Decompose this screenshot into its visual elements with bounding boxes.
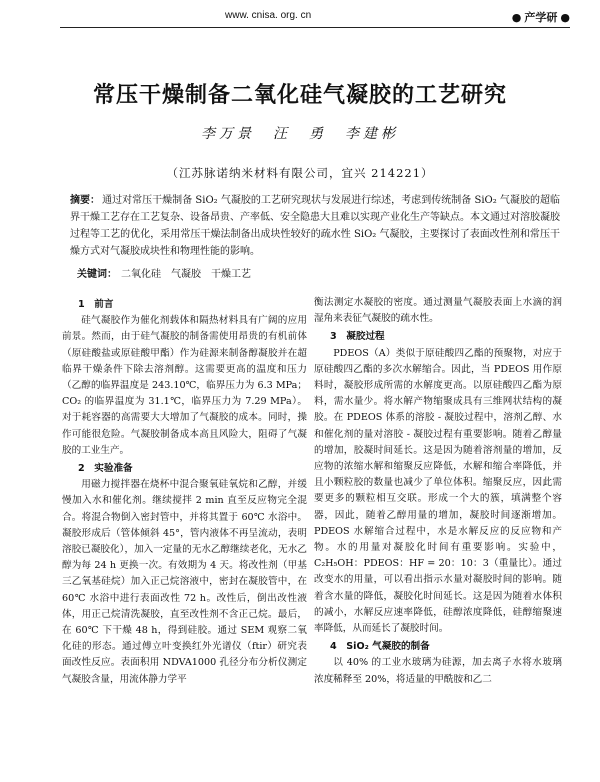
author-list: 李万景 汪 勇 李建彬 (201, 126, 399, 142)
section-heading-experiment: 2 实验准备 (78, 463, 133, 475)
paragraph-continued: 衡法测定水凝胶的密度。通过测量气凝胶表面上水滴的润湿角来表征气凝胶的疏水性。 (314, 297, 562, 325)
keywords-text: 二氧化硅 气凝胶 干燥工艺 (121, 269, 251, 280)
keywords (77, 265, 560, 280)
journal-website: www. cnisa. org. cn (225, 10, 312, 21)
right-column (314, 295, 562, 688)
section-heading-gelation: 3 凝胶过程 (330, 331, 385, 343)
keywords-label: 关键词： (77, 269, 117, 280)
paragraph: 以 40% 的工业水玻璃为硅源，加去离子水将水玻璃浓度稀释至 20%，将适量的甲酰胺和乙二 (314, 657, 562, 685)
running-header (60, 7, 570, 28)
paragraph: 用磁力搅拌器在烧杯中混合聚氧硅氧烷和乙醇，并缓慢加入水和催化剂。继续搅拌 2 min 直至反应物完全混合。将混合物倒入密封管中，并将其置于 60℃ 水浴中。凝胶形成后（管体倾斜 45°，管内液体不再呈流动，表明溶胶已凝胶化），加入一定量的无水乙醇继续老化，无水乙醇为每 24 h 更换一次。有效期为 4 天。将改性剂（甲基三乙氧基硅烷）加入正己烷溶液中，密封在凝胶管中，在 60℃ 水浴中进行表面改性 72 h。改性后，倒出改性液体，用正己烷清洗凝胶，直至改性剂不含正己烷。最后，在 60℃ 下干燥 48 h，得到硅胶。通过 SEM 观察二氧化硅的形态。通过傅立叶变换红外光谱仪（ftir）研究表面改性反应。表面积用 NDVA1000 孔径分布分析仪测定气凝胶含量，用流体静力学平 (62, 479, 307, 685)
article-title: 常压干燥制备二氧化硅气凝胶的工艺研究 (92, 82, 507, 108)
section-label: ● 产学研 ● (512, 9, 570, 25)
paragraph: 硅气凝胶作为催化剂载体和隔热材料具有广阔的应用前景。然而，由于硅气凝胶的制备需使用昂贵的有机前体（原硅酸盐或原硅酸甲酯）作为硅源来制备醇凝胶并在超临界干燥条件下除去溶剂醇。这需要更高的温度和压力（乙醇的临界温度是 243.10℃，临界压力为 6.3 MPa；CO₂ 的临界温度为 31.1℃，临界压力为 7.29 MPa）。对于耗容器的高需要大大增加了气凝胶的成本。同时，操作可能很危险。气凝胶制备成本高且风险大，阻碍了气凝胶的工业生产。 (62, 315, 307, 456)
abstract-text: 通过对常压干燥制备 SiO₂ 气凝胶的工艺研究现状与发展进行综述，考虑到传统制备 SiO₂ 气凝胶的超临界干燥工艺存在工艺复杂、设备昂贵、产率低、安全隐患大且难以实现产业化生产等缺点。本文通过对溶胶凝胶过程等工艺的优化，采用常压干燥法制备出成块性较好的疏水性 SiO₂ 气凝胶，主要探讨了表面改性剂和常压干燥方式对气凝胶成块性和物理性能的影响。 (70, 195, 561, 257)
paragraph: PDEOS（A）类似于原硅酸四乙酯的预聚物，对应于原硅酸四乙酯的多次水解缩合。因此，当 PDEOS 用作原料时，凝胶形成所需的水解度更高。以原硅酸四乙酯为原料，需水量少。将水解产物缩聚成具有三维网状结构的凝胶。在 PDEOS 体系的溶胶 - 凝胶过程中，溶剂乙醇、水和催化剂的量对溶胶 - 凝胶过程有重要影响。随着乙醇量的增加，胶凝时间延长。这是因为随着溶剂量的增加，反应物的浓缩水解和缩聚反应降低，水解和缩合率降低，并且小颗粒胶的数量也减少了单位体积。缩聚反应，因此需要更多的颗粒相互交联。形成一个大的簇，填满整个容器，因此，随着乙醇用量的增加，凝胶时间逐渐增加。PDEOS 水解缩合过程中，水是水解反应的反应物和产物。水的用量对凝胶化时间有重要影响。实验中，C₂H₅OH：PDEOS：HF = 20：10：3（重量比）。通过改变水的用量，可以看出指示水量对凝胶时间的影响。随着含水量的降低，凝胶化时间延长。这是因为随着水体积的减小，水解反应速率降低，硅醇浓度降低，硅醇缩聚速率降低，从而延长了凝胶时间。 (314, 347, 562, 635)
section-heading-preparation: 4 SiO₂ 气凝胶的制备 (330, 641, 430, 653)
abstract-label: 摘要： (70, 195, 101, 206)
author-affiliation: （江苏脉诺纳米材料有限公司，宜兴 214221） (166, 166, 434, 180)
left-column (62, 295, 307, 688)
abstract (70, 192, 560, 260)
section-heading-introduction: 1 前言 (78, 299, 114, 310)
